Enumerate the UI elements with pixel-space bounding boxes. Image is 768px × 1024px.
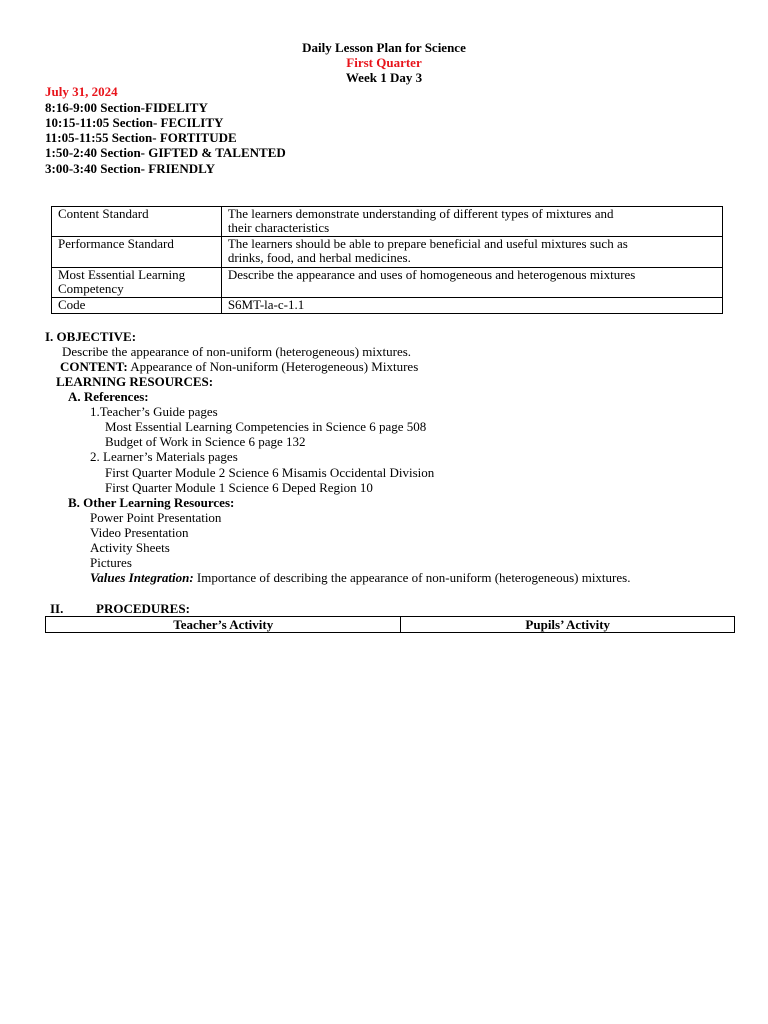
values-integration bbox=[90, 570, 630, 585]
other-resources-heading: B. Other Learning Resources: bbox=[68, 495, 235, 510]
table-row bbox=[46, 617, 735, 633]
code-value: S6MT-la-c-1.1 bbox=[221, 298, 722, 314]
list-item: Most Essential Learning Competencies in Science 6 page 508 bbox=[105, 419, 427, 434]
melc-value: Describe the appearance and uses of homogeneous and heterogenous mixtures bbox=[221, 268, 722, 298]
values-text: Importance of describing the appearance of non-uniform (heterogeneous) mixtures. bbox=[193, 570, 631, 585]
schedule-item: 8:16-9:00 Section-FIDELITY bbox=[45, 100, 208, 115]
schedule-item: 11:05-11:55 Section- FORTITUDE bbox=[45, 130, 237, 145]
procedures-table bbox=[45, 616, 735, 633]
list-item: Pictures bbox=[90, 555, 132, 570]
lesson-date: July 31, 2024 bbox=[45, 84, 118, 99]
objective-heading: I. OBJECTIVE: bbox=[45, 329, 137, 344]
performance-standard-label: Performance Standard bbox=[52, 237, 222, 268]
content-standard-label: Content Standard bbox=[52, 207, 222, 237]
teachers-guide-heading: 1.Teacher’s Guide pages bbox=[90, 404, 218, 419]
table-row bbox=[52, 207, 723, 237]
schedule-item: 3:00-3:40 Section- FRIENDLY bbox=[45, 161, 215, 176]
learners-materials-heading: 2. Learner’s Materials pages bbox=[90, 449, 238, 464]
week-day-label: Week 1 Day 3 bbox=[345, 70, 423, 85]
references-heading: A. References: bbox=[68, 389, 149, 404]
list-item: First Quarter Module 2 Science 6 Misamis Occidental Division bbox=[105, 465, 435, 480]
list-item: Budget of Work in Science 6 page 132 bbox=[105, 434, 306, 449]
quarter-label: First Quarter bbox=[346, 55, 422, 70]
table-row bbox=[52, 237, 723, 268]
pupils-activity-header: Pupils’ Activity bbox=[401, 617, 735, 633]
list-item: Activity Sheets bbox=[90, 540, 170, 555]
list-item: Video Presentation bbox=[90, 525, 189, 540]
document-title: Daily Lesson Plan for Science bbox=[302, 40, 466, 55]
schedule-item: 10:15-11:05 Section- FECILITY bbox=[45, 115, 224, 130]
list-item: First Quarter Module 1 Science 6 Deped Region 10 bbox=[105, 480, 373, 495]
table-row bbox=[52, 298, 723, 314]
melc-label: Most Essential Learning Competency bbox=[52, 268, 222, 298]
teachers-activity-header: Teacher’s Activity bbox=[46, 617, 401, 633]
document-header bbox=[0, 40, 768, 85]
values-label: Values Integration: bbox=[90, 570, 194, 585]
procedures-number: II. bbox=[50, 601, 64, 616]
schedule-item: 1:50-2:40 Section- GIFTED & TALENTED bbox=[45, 145, 286, 160]
procedures-heading: PROCEDURES: bbox=[96, 601, 190, 616]
code-label: Code bbox=[52, 298, 222, 314]
content-line bbox=[60, 359, 418, 374]
list-item: Power Point Presentation bbox=[90, 510, 222, 525]
performance-standard-value: The learners should be able to prepare beneficial and useful mixtures such as drinks, food, and herbal medicines. bbox=[221, 237, 722, 268]
table-row bbox=[52, 268, 723, 298]
learning-resources-heading: LEARNING RESOURCES: bbox=[56, 374, 214, 389]
objective-text: Describe the appearance of non-uniform (heterogeneous) mixtures. bbox=[62, 344, 412, 359]
content-label: CONTENT: bbox=[60, 359, 128, 374]
content-standard-value: The learners demonstrate understanding of different types of mixtures and their characteristics bbox=[221, 207, 722, 237]
content-text: Appearance of Non-uniform (Heterogeneous) Mixtures bbox=[127, 359, 419, 374]
standards-table bbox=[51, 206, 723, 314]
